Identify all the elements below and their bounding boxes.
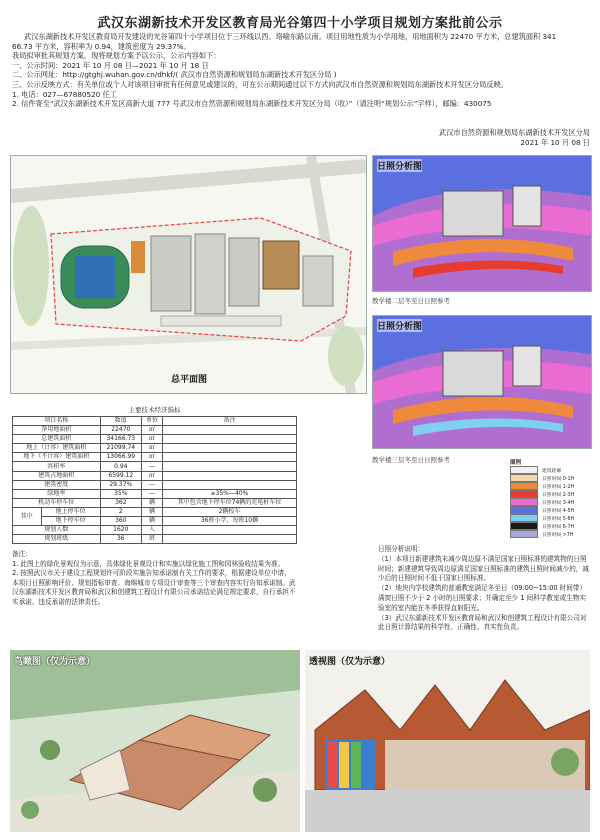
legend-swatch <box>510 506 538 514</box>
table-cell: ㎡ <box>142 444 163 453</box>
table-cell: 单位 <box>142 417 163 426</box>
table-cell: ≥35%—40% <box>163 489 297 498</box>
table-cell: 地上（计容）建筑面积 <box>13 444 101 453</box>
table-row <box>13 426 297 435</box>
site-plan-panel <box>10 155 367 394</box>
table-cell: 建筑密度 <box>13 480 101 489</box>
table-cell: 地下（不计容）建筑面积 <box>13 453 101 462</box>
indicator-table-block <box>12 405 297 544</box>
table-row <box>13 462 297 471</box>
table-cell: ㎡ <box>142 426 163 435</box>
table-cell: 地下停车位 <box>41 517 100 526</box>
intro-line-3: 我局拟审批其规划方案，现将规划方案予以公示，公示内容如下： <box>12 51 221 61</box>
table-cell: 项目名称 <box>13 417 101 426</box>
legend-list <box>510 466 590 538</box>
legend-label: 日照时间 0-1H <box>542 476 575 482</box>
signature-block <box>439 128 590 147</box>
table-cell: 36 <box>100 535 141 544</box>
legend-item <box>510 482 590 490</box>
table-cell: — <box>142 480 163 489</box>
table-cell: 绿地率 <box>13 489 101 498</box>
intro-block <box>12 32 590 109</box>
table-cell: 362 <box>100 498 141 507</box>
legend-label: 日照时间 6-7H <box>542 524 575 530</box>
legend-swatch <box>510 522 538 530</box>
table-cell: 班 <box>142 535 163 544</box>
table-row <box>13 517 297 526</box>
legend-item <box>510 522 590 530</box>
intro-line-1: 武汉东湖新技术开发区教育局开发建设的光谷第四十小学项目位于三环线以西、珞喻东路以南。项目用地性质为小学用地，用地面积为 22470 平方米，总建筑面积 341 <box>24 32 557 41</box>
sunlight-explanation-title: 日照分析说明： <box>378 545 425 553</box>
table-cell: 29.37% <box>100 480 141 489</box>
legend-label: 日照时间 2-3H <box>542 492 575 498</box>
legend-swatch <box>510 530 538 538</box>
table-cell <box>163 444 297 453</box>
table-row <box>13 535 297 544</box>
sunlight-caption-2: 教学楼三层冬至日日照参考 <box>372 456 450 464</box>
note-1: 1. 此图上的绿化景观仅为示意，具体绿化景观设计和实施以绿化施工图和园林验收结果为准。 <box>12 559 285 568</box>
sunlight-panel-2 <box>372 315 592 449</box>
notes-block <box>12 550 297 608</box>
page-title: 武汉东湖新技术开发区教育局光谷第四十小学项目规划方案批前公示 <box>97 16 503 31</box>
table-row <box>13 489 297 498</box>
table-cell <box>163 526 297 535</box>
sunlight-label-2: 日照分析图 <box>377 319 422 332</box>
table-cell: 建筑占地面积 <box>13 471 101 480</box>
legend-swatch <box>510 514 538 522</box>
table-header-row <box>13 417 297 426</box>
birdseye-render <box>10 650 300 832</box>
table-cell <box>163 535 297 544</box>
legend-swatch <box>510 490 538 498</box>
table-cell: 辆 <box>142 507 163 516</box>
table-cell: 36班小学，每班10辆 <box>163 517 297 526</box>
table-cell: — <box>142 462 163 471</box>
perspective-render <box>305 650 590 832</box>
table-title: 主要技术经济指标 <box>128 406 181 414</box>
legend-swatch <box>510 474 538 482</box>
sunlight-legend <box>510 458 590 538</box>
table-cell: 22470 <box>100 426 141 435</box>
table-cell: 数值 <box>100 417 141 426</box>
site-plan-drawing <box>11 156 366 393</box>
notice-mail: 2. 信件寄至“武汉东湖新技术开发区高新大道 777 号武汉市自然资源和规划局东湖新技术开发区分局（收）”（请注明“规划公示”字样），邮编：430075 <box>12 99 492 109</box>
table-cell: 6599.12 <box>100 471 141 480</box>
legend-label: 建筑轮廓 <box>542 468 562 474</box>
birdseye-label: 鸟瞰图（仅为示意） <box>14 657 96 667</box>
notes-title: 备注: <box>12 550 28 558</box>
table-cell: 35% <box>100 489 141 498</box>
legend-swatch <box>510 482 538 490</box>
table-cell: ㎡ <box>142 453 163 462</box>
legend-item <box>510 514 590 522</box>
table-cell <box>163 462 297 471</box>
perspective-image <box>305 650 590 832</box>
table-cell: 2辆校车 <box>163 507 297 516</box>
sunlight-panel-1 <box>372 155 592 292</box>
table-row <box>13 526 297 535</box>
table-cell: 地上停车位 <box>41 507 100 516</box>
sunlight-map-1 <box>373 156 591 291</box>
table-cell <box>163 480 297 489</box>
sunlight-point-2: （2）地块内学校建筑的普通教室满足冬至日（09:00~15:00 时间带）满窗日照不少于 2 小时的日照要求；并确定至少 1 间科学教室或生物实验室的室内能在冬季获得直射阳光。 <box>378 584 587 612</box>
perspective-label: 透视图（仅为示意） <box>309 657 391 667</box>
table-cell: 34166.73 <box>100 435 141 444</box>
table-cell: 容积率 <box>13 462 101 471</box>
birdseye-image <box>10 650 300 832</box>
legend-label: 日照时间 3-4H <box>542 500 575 506</box>
sunlight-point-1: （1）本项目新建建筑未减少周边原不满足国家日照标准的建筑物的日照时间；新建建筑导致周边原满足国家日照标准的建筑日照时间减少的，减少后的日照时间不低于国家日照标准。 <box>378 554 589 583</box>
table-row <box>13 453 297 462</box>
table-cell <box>163 435 297 444</box>
legend-item <box>510 466 590 474</box>
legend-label: 日照时间 4-5H <box>542 508 575 514</box>
table-row <box>13 471 297 480</box>
table-cell: — <box>142 489 163 498</box>
table-cell: 360 <box>100 517 141 526</box>
notice-time: 一、公示时间：2021 年 10 月 08 日—2021 年 10 月 18 日 <box>12 60 209 70</box>
legend-label: 日照时间 1-2H <box>542 484 575 490</box>
table-cell: 规划班级 <box>13 535 101 544</box>
table-row <box>13 507 297 516</box>
notice-feedback: 三、公示反映方式：有关单位或个人对该项目审批有任何意见或建议的，可在公示期间通过以下方式向武汉市自然资源和规划局东湖新技术开发区分局反映。 <box>12 79 508 89</box>
legend-swatch <box>510 498 538 506</box>
table-cell: 辆 <box>142 498 163 507</box>
notice-phone: 1. 电话：027—67880520 任工 <box>12 89 117 99</box>
table-cell <box>163 453 297 462</box>
indicator-table <box>12 416 297 544</box>
table-cell: 2 <box>100 507 141 516</box>
sunlight-explanation <box>378 545 590 633</box>
table-cell: 其中包含地下停车位74辆的充电桩车位 <box>163 498 297 507</box>
table-cell: 其中 <box>13 507 42 525</box>
notice-url: 二、公示网址：http://gtghj.wuhan.gov.cn/dhkf/( 武汉市自然资源和规划局东湖新技术开发区分局 ) <box>12 70 337 80</box>
sunlight-map-2 <box>373 316 591 448</box>
table-cell: ㎡ <box>142 435 163 444</box>
table-cell: 1620 <box>100 526 141 535</box>
table-cell <box>163 426 297 435</box>
table-cell: 0.94 <box>100 462 141 471</box>
table-cell: 21099.74 <box>100 444 141 453</box>
legend-swatch <box>510 466 538 474</box>
intro-line-2: 66.73 平方米，容积率为 0.94，建筑密度为 29.37%。 <box>12 41 191 51</box>
note-2: 2. 按照武汉市关于建设工程规划许可阶段实施告知承诺制有关工作的要求，根据建设单位申请，本项目日照影响评价、规划指标审查、海绵城市专项设计审查等三个审查内容实行告知承诺制。武汉东湖新技术开发区教育局和武汉和创建筑工程设计有限公司承诺结论满足规定要求，自行承担不实承诺、违反承诺的法律责任。 <box>12 569 296 606</box>
sunlight-caption-1: 教学楼二层冬至日日照参考 <box>372 297 450 305</box>
table-cell: 人 <box>142 526 163 535</box>
table-cell: 机动车停车位 <box>13 498 101 507</box>
table-cell: ㎡ <box>142 471 163 480</box>
legend-label: 日照时间 5-6H <box>542 516 575 522</box>
table-row <box>13 444 297 453</box>
table-cell <box>163 471 297 480</box>
table-cell: 辆 <box>142 517 163 526</box>
legend-item <box>510 506 590 514</box>
table-cell: 总建筑面积 <box>13 435 101 444</box>
legend-item <box>510 498 590 506</box>
sunlight-label-1: 日照分析图 <box>377 159 422 172</box>
legend-item <box>510 490 590 498</box>
signature-date: 2021 年 10 月 08 日 <box>520 137 590 147</box>
legend-item <box>510 530 590 538</box>
site-plan-label: 总平面图 <box>171 375 208 385</box>
sunlight-point-3: （3）武汉东湖新技术开发区教育局和武汉和创建筑工程设计有限公司对此日照计算结果的科学性、正确性、真实性负责。 <box>378 613 587 632</box>
table-cell: 备注 <box>163 417 297 426</box>
signature-org: 武汉市自然资源和规划局东湖新技术开发区分局 <box>439 128 590 137</box>
table-row <box>13 435 297 444</box>
table-row <box>13 498 297 507</box>
legend-item <box>510 474 590 482</box>
legend-label: 日照时间 >7H <box>542 532 574 538</box>
legend-title: 图例 <box>510 460 522 466</box>
table-cell: 13066.99 <box>100 453 141 462</box>
table-cell: 规划人数 <box>13 526 101 535</box>
table-row <box>13 480 297 489</box>
table-cell: 净用地面积 <box>13 426 101 435</box>
